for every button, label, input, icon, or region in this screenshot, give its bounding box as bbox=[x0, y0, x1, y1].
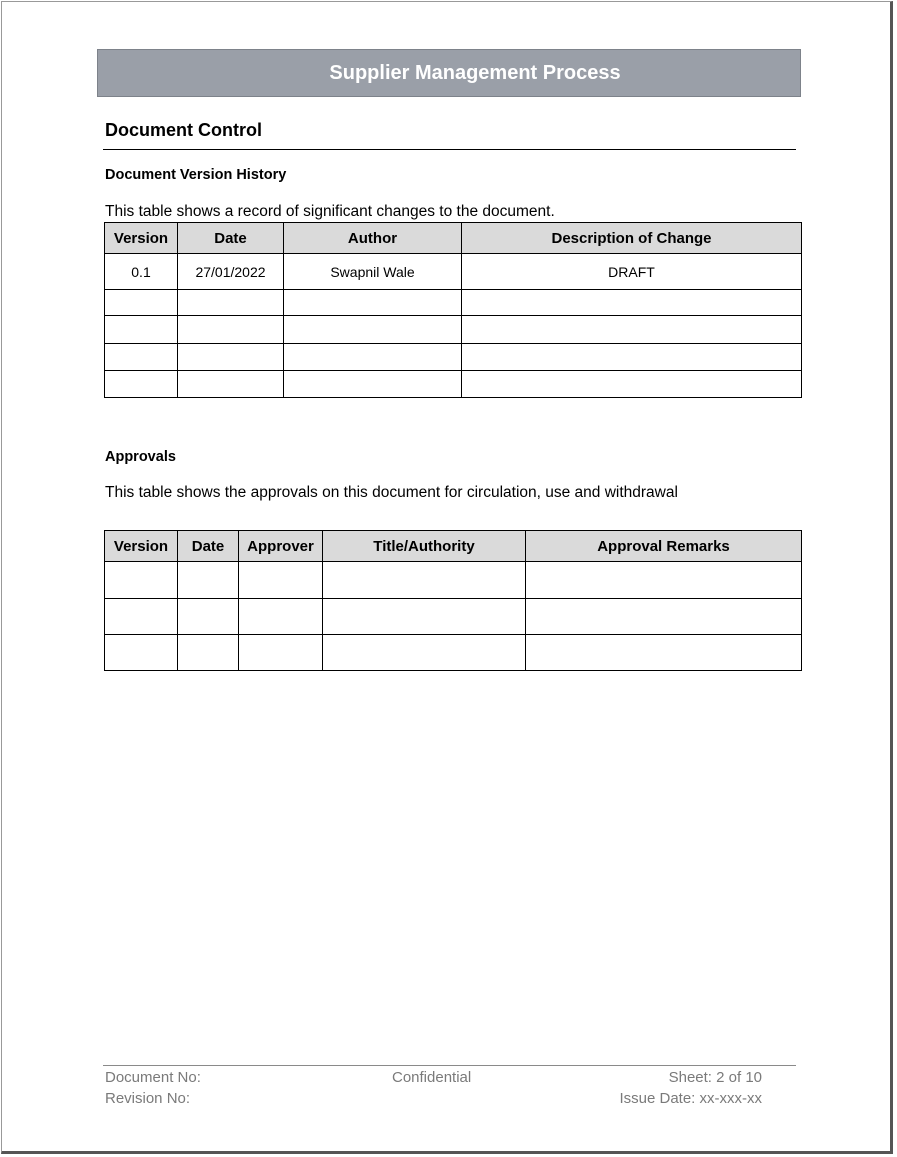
approver-cell bbox=[239, 599, 323, 635]
description-cell: DRAFT bbox=[462, 254, 802, 290]
date-cell bbox=[178, 562, 239, 599]
title-authority-cell bbox=[323, 599, 526, 635]
table-row bbox=[105, 316, 802, 344]
table-header-row bbox=[105, 223, 802, 254]
document-page bbox=[1, 1, 893, 1154]
approvals-table bbox=[104, 530, 802, 671]
version-cell bbox=[105, 344, 178, 371]
column-header-title-authority: Title/Authority bbox=[323, 531, 526, 562]
title-authority-cell bbox=[323, 635, 526, 671]
version-cell bbox=[105, 599, 178, 635]
subheading-approvals: Approvals bbox=[105, 449, 176, 465]
footer-divider bbox=[103, 1065, 796, 1066]
version-cell: 0.1 bbox=[105, 254, 178, 290]
approvals-description: This table shows the approvals on this document for circulation, use and withdrawal bbox=[105, 484, 678, 501]
author-cell bbox=[284, 344, 462, 371]
approver-cell bbox=[239, 562, 323, 599]
table-row bbox=[105, 254, 802, 290]
date-cell bbox=[178, 599, 239, 635]
date-cell bbox=[178, 371, 284, 398]
footer-revision-no: Revision No: bbox=[105, 1090, 191, 1107]
subheading-version-history: Document Version History bbox=[105, 167, 287, 183]
table-row bbox=[105, 290, 802, 316]
document-title: Supplier Management Process bbox=[329, 61, 621, 84]
table-header-row bbox=[105, 531, 802, 562]
column-header-approval-remarks: Approval Remarks bbox=[526, 531, 802, 562]
version-cell bbox=[105, 316, 178, 344]
footer-issue-date: Issue Date: xx-xxx-xx bbox=[619, 1090, 762, 1107]
description-cell bbox=[462, 316, 802, 344]
date-cell bbox=[178, 316, 284, 344]
table-row bbox=[105, 371, 802, 398]
description-cell bbox=[462, 344, 802, 371]
description-cell bbox=[462, 371, 802, 398]
date-cell bbox=[178, 635, 239, 671]
column-header-version: Version bbox=[105, 531, 178, 562]
author-cell bbox=[284, 316, 462, 344]
title-banner bbox=[97, 49, 801, 97]
author-cell bbox=[284, 371, 462, 398]
column-header-author: Author bbox=[284, 223, 462, 254]
version-cell bbox=[105, 290, 178, 316]
table-row bbox=[105, 344, 802, 371]
column-header-date: Date bbox=[178, 223, 284, 254]
approval-remarks-cell bbox=[526, 562, 802, 599]
footer-classification: Confidential bbox=[392, 1069, 472, 1086]
version-cell bbox=[105, 635, 178, 671]
footer-document-no: Document No: bbox=[105, 1069, 201, 1086]
date-cell: 27/01/2022 bbox=[178, 254, 284, 290]
approval-remarks-cell bbox=[526, 635, 802, 671]
author-cell bbox=[284, 290, 462, 316]
column-header-description: Description of Change bbox=[462, 223, 802, 254]
footer-sheet-number: Sheet: 2 of 10 bbox=[668, 1069, 762, 1086]
version-history-description: This table shows a record of significant changes to the document. bbox=[105, 203, 555, 220]
date-cell bbox=[178, 344, 284, 371]
author-cell: Swapnil Wale bbox=[284, 254, 462, 290]
version-cell bbox=[105, 562, 178, 599]
version-history-table bbox=[104, 222, 802, 398]
column-header-version: Version bbox=[105, 223, 178, 254]
title-authority-cell bbox=[323, 562, 526, 599]
table-row bbox=[105, 562, 802, 599]
approval-remarks-cell bbox=[526, 599, 802, 635]
section-heading-document-control: Document Control bbox=[105, 120, 262, 140]
approver-cell bbox=[239, 635, 323, 671]
description-cell bbox=[462, 290, 802, 316]
column-header-date: Date bbox=[178, 531, 239, 562]
section-divider bbox=[103, 149, 796, 150]
table-row bbox=[105, 599, 802, 635]
column-header-approver: Approver bbox=[239, 531, 323, 562]
date-cell bbox=[178, 290, 284, 316]
version-cell bbox=[105, 371, 178, 398]
table-row bbox=[105, 635, 802, 671]
